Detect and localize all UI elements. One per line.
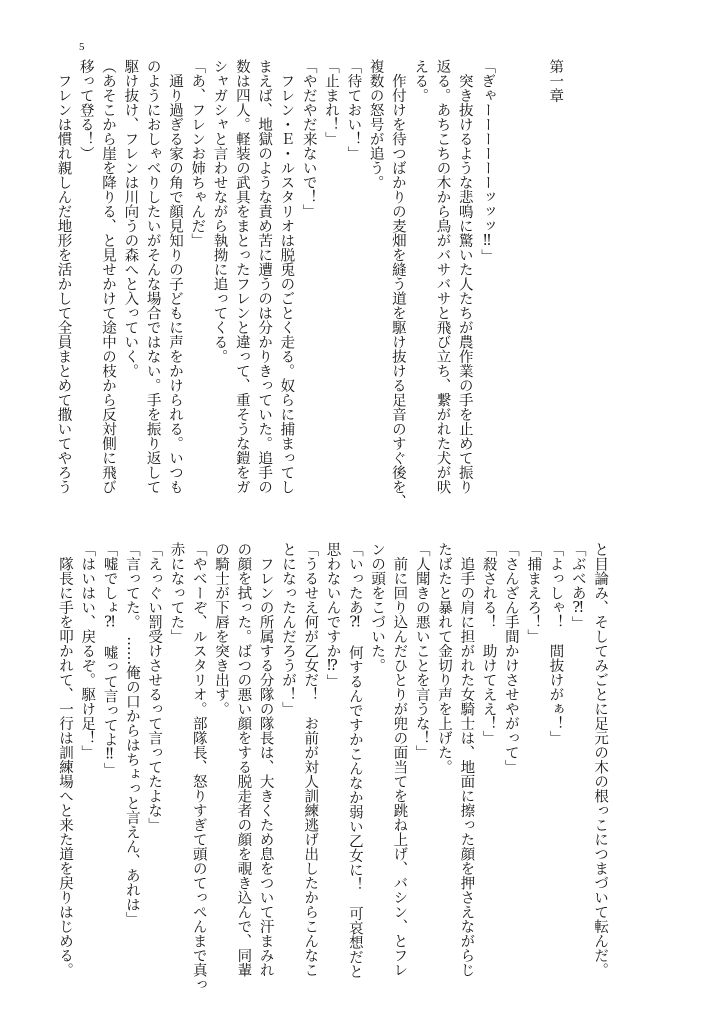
text-line: フレンは慣れ親しんだ地形を活かして全員まとめて撒いてやろう xyxy=(55,59,72,494)
text-line: 「えっぐい罰受けさせるって言ってたよな」 xyxy=(146,542,163,832)
text-line: 「いったあ⁈ 何するんですかこんなか弱い乙女に！ 可哀想だと xyxy=(346,542,363,979)
text-line: 「殺される！ 助けてええ！」 xyxy=(480,542,497,745)
page-number: 5 xyxy=(79,41,85,53)
text-line: まえば、地獄のような責め苦に遭うのは分かりきっていた。追手の xyxy=(256,59,273,494)
text-line: 駆け抜け、フレンは川向うの森へと入っていく。 xyxy=(122,59,139,378)
text-line: フレンの所属する分隊の隊長は、大きくため息をついて汗まみれ xyxy=(257,542,274,977)
text-line: 「捕まえろ！」 xyxy=(525,542,542,644)
text-line: 「はいはい、戻るぞ。駆け足！」 xyxy=(79,542,96,760)
text-line: 隊長に手を叩かれて、一行は訓練場へと来た道を戻りはじめる。 xyxy=(56,542,73,977)
upper-tier-text xyxy=(52,59,498,509)
text-line: 返る。あちこちの木から鳥がバサバサと飛び立ち、繋がれた犬が吠 xyxy=(434,59,451,494)
text-line: フレン・Ｅ・ルスタリオは脱兎のごとく走る。奴らに捕まってし xyxy=(278,59,295,494)
text-line: シャガシャと言わせながら執拗に追ってくる。 xyxy=(211,59,228,364)
lower-tier-text xyxy=(54,542,612,992)
text-line: 移って登る！） xyxy=(77,59,94,161)
text-line: と目論み、そしてみごとに足元の木の根っこにつまづいて転んだ。 xyxy=(592,542,609,977)
text-line: 数は四人。軽装の武具をまとったフレンと違って、重そうな鎧をガ xyxy=(233,59,250,494)
text-line: 突き抜けるような悲鳴に驚いた人たちが農作業の手を止めて振り xyxy=(456,59,473,494)
text-line: （あそこから崖を降りる、と見せかけて途中の枝から反対側に飛び xyxy=(100,59,117,494)
chapter-title: 第一章 xyxy=(547,59,564,103)
text-line: 「止まれ！」 xyxy=(323,59,340,146)
text-line: 赤になってた」 xyxy=(168,542,185,644)
text-line: 「ぶべあ⁈」 xyxy=(569,542,586,631)
text-line: 「やべーぞ、ルスタリオ。部隊長、怒りすぎて頭のてっぺんまで真っ xyxy=(190,542,207,992)
text-line: 複数の怒号が追う。 xyxy=(367,59,384,190)
text-line: 「やだやだ来ないで！」 xyxy=(300,59,317,219)
text-line: 追手の肩に担がれた女騎士は、地面に擦った顔を押さえながらじ xyxy=(458,542,475,977)
text-line: 「うるせえ何が乙女だ！ お前が対人訓練逃げ出したからこんなこ xyxy=(302,542,319,977)
text-line: 「さんざん手間かけさせやがって」 xyxy=(502,542,519,774)
text-line: 「嘘でしょ⁈ 嘘って言ってよ‼」 xyxy=(101,542,118,777)
text-line: 「あ、フレンお姉ちゃんだ」 xyxy=(189,59,206,248)
text-line: 「待ておい！」 xyxy=(345,59,362,161)
text-line: 通り過ぎる家の角で顔見知りの子どもに声をかけられる。いつも xyxy=(166,59,183,494)
text-line: 「人聞きの悪いことを言うな！」 xyxy=(413,542,430,760)
text-line: える。 xyxy=(412,59,429,103)
text-line: とになったんだろうが！」 xyxy=(279,542,296,716)
text-line: 前に回り込んだひとりが兜の面当てを跳ね上げ、バシン、とフレ xyxy=(391,542,408,977)
text-line: 「よっしゃ！ 間抜けがぁ！」 xyxy=(547,542,564,745)
text-line: ンの頭をこづいた。 xyxy=(369,542,386,673)
text-line: の顔を拭った。ばつの悪い顔をする脱走者の顔を覗き込んで、同輩 xyxy=(235,542,252,977)
text-line: の騎士が下唇を突き出す。 xyxy=(213,542,230,716)
text-line: 「ぎゃーーーーーーッッッ‼」 xyxy=(479,59,496,264)
text-line: たばたと暴れて金切り声を上げた。 xyxy=(436,542,453,774)
text-line: のようにおしゃべりしたいがそんな場合ではない。手を振り返して xyxy=(144,59,161,494)
text-line: 思わないんですか⁉」 xyxy=(324,542,341,689)
text-line: 「言ってた。 ……俺の口からはちょっと言えん、あれは」 xyxy=(123,542,140,927)
text-line: 作付けを待つばかりの麦畑を縫う道を駆け抜ける足音のすぐ後を、 xyxy=(389,59,406,509)
